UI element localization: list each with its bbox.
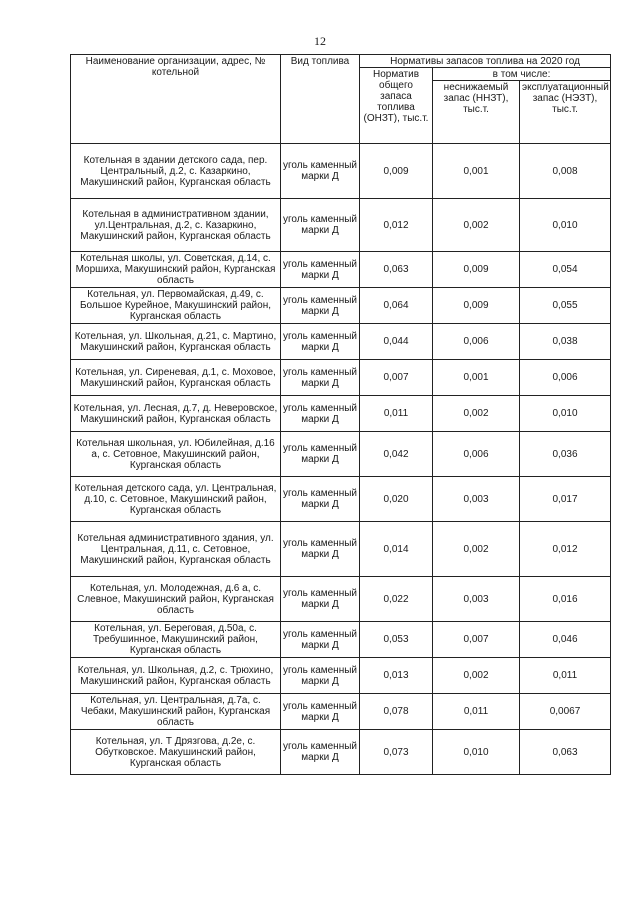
cell-fuel-type: уголь каменный марки Д (281, 658, 360, 694)
header-fuel: Вид топлива (281, 55, 360, 144)
table-row (71, 252, 611, 288)
cell-total-reserve: 0,073 (360, 730, 433, 775)
cell-boiler-name: Котельная административного здания, ул. Центральная, д.11, с. Сетовное, Макушинский район, Курганская область (71, 522, 281, 577)
cell-nnzt: 0,006 (433, 324, 520, 360)
cell-fuel-type: уголь каменный марки Д (281, 477, 360, 522)
cell-total-reserve: 0,042 (360, 432, 433, 477)
cell-fuel-type: уголь каменный марки Д (281, 360, 360, 396)
table-row (71, 730, 611, 775)
table-row (71, 199, 611, 252)
cell-nnzt: 0,006 (433, 432, 520, 477)
cell-fuel-type: уголь каменный марки Д (281, 577, 360, 622)
cell-boiler-name: Котельная школы, ул. Советская, д.14, с. Моршиха, Макушинский район, Курганская область (71, 252, 281, 288)
cell-total-reserve: 0,012 (360, 199, 433, 252)
cell-total-reserve: 0,014 (360, 522, 433, 577)
table-row (71, 522, 611, 577)
cell-nezt: 0,046 (520, 622, 611, 658)
cell-nnzt: 0,001 (433, 360, 520, 396)
cell-boiler-name: Котельная в административном здании, ул.Центральная, д.2, с. Казаркино, Макушинский район, Курганская область (71, 199, 281, 252)
cell-total-reserve: 0,011 (360, 396, 433, 432)
cell-nezt: 0,011 (520, 658, 611, 694)
cell-fuel-type: уголь каменный марки Д (281, 288, 360, 324)
cell-fuel-type: уголь каменный марки Д (281, 324, 360, 360)
cell-nezt: 0,054 (520, 252, 611, 288)
header-total: Норматив общего запаса топлива (ОНЗТ), тыс.т. (360, 68, 433, 144)
cell-boiler-name: Котельная, ул. Центральная, д.7а, с. Чебаки, Макушинский район, Курганская область (71, 694, 281, 730)
header-nezt: эксплуатационный запас (НЭЗТ), тыс.т. (520, 81, 611, 144)
cell-nezt: 0,0067 (520, 694, 611, 730)
cell-nnzt: 0,002 (433, 658, 520, 694)
cell-boiler-name: Котельная, ул. Молодежная, д.6 а, с. Слевное, Макушинский район, Курганская область (71, 577, 281, 622)
table-row (71, 477, 611, 522)
header-norms: Нормативы запасов топлива на 2020 год (360, 55, 611, 68)
table-row (71, 577, 611, 622)
table-row (71, 324, 611, 360)
table-header (71, 55, 611, 144)
cell-boiler-name: Котельная, ул. Школьная, д.21, с. Мартино, Макушинский район, Курганская область (71, 324, 281, 360)
cell-boiler-name: Котельная, ул. Первомайская, д.49, с. Большое Курейное, Макушинский район, Курганская область (71, 288, 281, 324)
cell-nezt: 0,006 (520, 360, 611, 396)
cell-total-reserve: 0,044 (360, 324, 433, 360)
cell-total-reserve: 0,053 (360, 622, 433, 658)
cell-total-reserve: 0,063 (360, 252, 433, 288)
cell-total-reserve: 0,009 (360, 144, 433, 199)
cell-nezt: 0,063 (520, 730, 611, 775)
cell-fuel-type: уголь каменный марки Д (281, 199, 360, 252)
page-number: 12 (314, 34, 326, 48)
cell-boiler-name: Котельная, ул. Лесная, д.7, д. Неверовское, Макушинский район, Курганская область (71, 396, 281, 432)
table-row (71, 622, 611, 658)
cell-nnzt: 0,002 (433, 522, 520, 577)
cell-nezt: 0,038 (520, 324, 611, 360)
cell-fuel-type: уголь каменный марки Д (281, 252, 360, 288)
cell-boiler-name: Котельная, ул. Т Дрязгова, д.2е, с. Обутковское. Макушинский район, Курганская область (71, 730, 281, 775)
cell-nnzt: 0,001 (433, 144, 520, 199)
table-row (71, 288, 611, 324)
cell-nezt: 0,012 (520, 522, 611, 577)
cell-fuel-type: уголь каменный марки Д (281, 730, 360, 775)
table-row (71, 658, 611, 694)
table-row (71, 144, 611, 199)
cell-total-reserve: 0,064 (360, 288, 433, 324)
fuel-norms-table (70, 54, 611, 775)
cell-nnzt: 0,009 (433, 288, 520, 324)
cell-fuel-type: уголь каменный марки Д (281, 144, 360, 199)
cell-boiler-name: Котельная, ул. Береговая, д.50а, с. Требушинное, Макушинский район, Курганская область (71, 622, 281, 658)
cell-boiler-name: Котельная, ул. Школьная, д.2, с. Трюхино, Макушинский район, Курганская область (71, 658, 281, 694)
cell-nezt: 0,016 (520, 577, 611, 622)
cell-fuel-type: уголь каменный марки Д (281, 694, 360, 730)
cell-nnzt: 0,010 (433, 730, 520, 775)
cell-fuel-type: уголь каменный марки Д (281, 432, 360, 477)
header-nnzt: неснижаемый запас (ННЗТ), тыс.т. (433, 81, 520, 144)
cell-total-reserve: 0,013 (360, 658, 433, 694)
cell-nezt: 0,036 (520, 432, 611, 477)
header-including: в том числе: (433, 68, 611, 81)
cell-fuel-type: уголь каменный марки Д (281, 622, 360, 658)
cell-nnzt: 0,011 (433, 694, 520, 730)
cell-nnzt: 0,009 (433, 252, 520, 288)
cell-nezt: 0,010 (520, 199, 611, 252)
cell-nezt: 0,017 (520, 477, 611, 522)
cell-nnzt: 0,003 (433, 477, 520, 522)
table-body (71, 144, 611, 775)
cell-nnzt: 0,007 (433, 622, 520, 658)
cell-fuel-type: уголь каменный марки Д (281, 522, 360, 577)
table-row (71, 396, 611, 432)
cell-total-reserve: 0,007 (360, 360, 433, 396)
table-row (71, 432, 611, 477)
header-name: Наименование организации, адрес, № котельной (71, 55, 281, 144)
table-row (71, 360, 611, 396)
table-row (71, 694, 611, 730)
cell-nnzt: 0,002 (433, 396, 520, 432)
cell-boiler-name: Котельная, ул. Сиреневая, д.1, с. Моховое, Макушинский район, Курганская область (71, 360, 281, 396)
cell-fuel-type: уголь каменный марки Д (281, 396, 360, 432)
cell-nezt: 0,008 (520, 144, 611, 199)
cell-total-reserve: 0,020 (360, 477, 433, 522)
cell-nezt: 0,010 (520, 396, 611, 432)
cell-nnzt: 0,002 (433, 199, 520, 252)
cell-nnzt: 0,003 (433, 577, 520, 622)
cell-boiler-name: Котельная школьная, ул. Юбилейная, д.16 а, с. Сетовное, Макушинский район, Курганская область (71, 432, 281, 477)
cell-boiler-name: Котельная в здании детского сада, пер. Центральный, д.2, с. Казаркино, Макушинский район, Курганская область (71, 144, 281, 199)
cell-boiler-name: Котельная детского сада, ул. Центральная, д.10, с. Сетовное, Макушинский район, Курганская область (71, 477, 281, 522)
cell-total-reserve: 0,022 (360, 577, 433, 622)
cell-total-reserve: 0,078 (360, 694, 433, 730)
cell-nezt: 0,055 (520, 288, 611, 324)
